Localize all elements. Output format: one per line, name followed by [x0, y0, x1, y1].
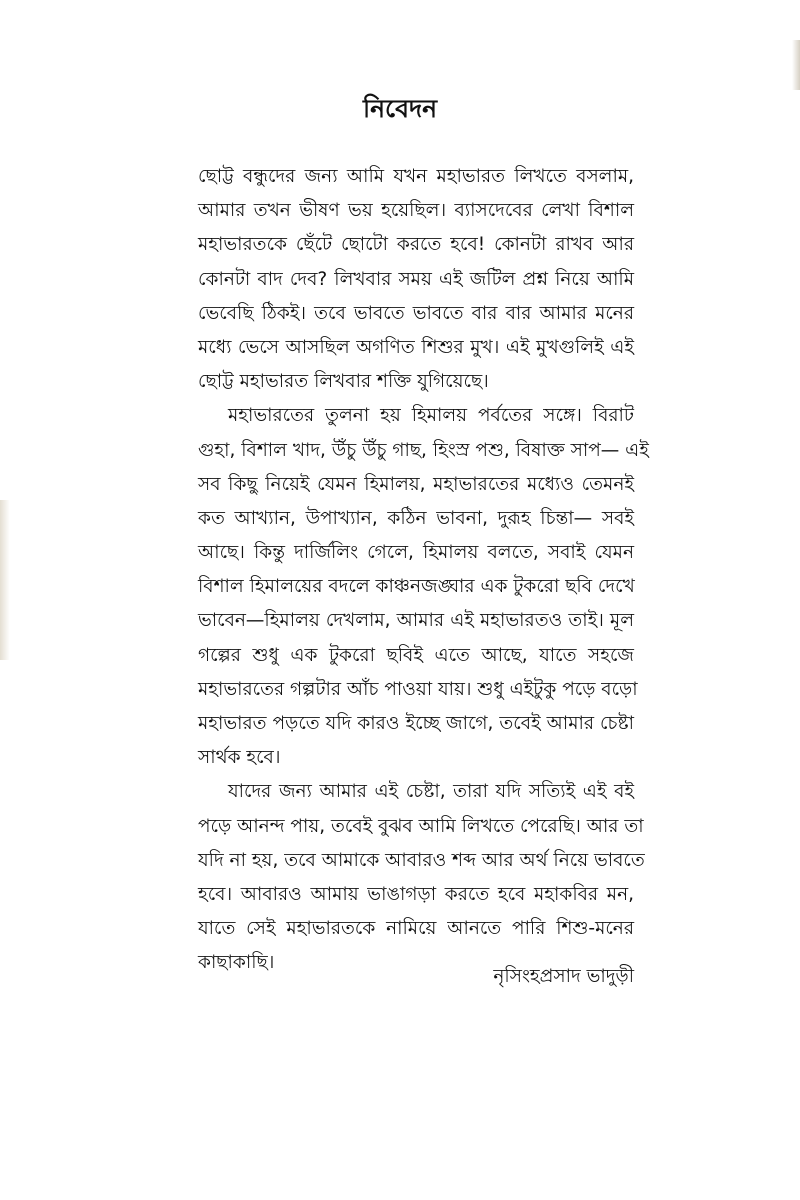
- text-line: আমার তখন ভীষণ ভয় হয়েছিল। ব্যাসদেবের লেখা বিশাল: [198, 200, 634, 222]
- text-line: যাতে সেই মহাভারতকে নামিয়ে আনতে পারি শিশু-মনের: [198, 918, 634, 940]
- author-signature: নৃসিংহপ্রসাদ ভাদুড়ী: [493, 966, 634, 987]
- text-line: পড়ে আনন্দ পায়, তবেই বুঝব আমি লিখতে পেরেছি। আর তা: [198, 815, 644, 837]
- paragraph-3: [198, 775, 645, 980]
- text-line: সব কিছু নিয়েই যেমন হিমালয়, মহাভারতের মধ্যেও তেমনই: [198, 473, 634, 495]
- text-line: বিশাল হিমালয়ের বদলে কাঞ্চনজঙ্ঘার এক টুকরো ছবি দেখে: [198, 576, 635, 598]
- text-line: মহাভারত পড়তে যদি কারও ইচ্ছে জাগে, তবেই আমার চেষ্টা: [198, 713, 634, 734]
- text-line: কত আখ্যান, উপাখ্যান, কঠিন ভাবনা, দুরূহ চিন্তা— সবই: [198, 507, 634, 529]
- text-line: যাদের জন্য আমার এই চেষ্টা, তারা যদি সত্যিই এই বই: [228, 781, 634, 803]
- text-line: ছোট্ট বন্ধুদের জন্য আমি যখন মহাভারত লিখতে বসলাম,: [198, 166, 634, 187]
- page-edge-shadow-left: [0, 500, 10, 660]
- text-line: মধ্যে ভেসে আসছিল অগণিত শিশুর মুখ। এই মুখগুলিই এই: [198, 336, 634, 358]
- paragraph-1: [198, 160, 634, 399]
- text-line: মহাভারতের গল্পটার আঁচ পাওয়া যায়। শুধু এইটুকু পড়ে বড়ো: [198, 678, 638, 700]
- text-line: আছে। কিন্তু দার্জিলিং গেলে, হিমালয় বলতে, সবাই যেমন: [198, 542, 634, 564]
- text-line: কাছাকাছি।: [198, 952, 275, 974]
- text-line: হবে। আবারও আমায় ভাঙাগড়া করতে হবে মহাকবির মন,: [198, 883, 634, 905]
- text-line: গল্পের শুধু এক টুকরো ছবিই এতে আছে, যাতে সহজে: [198, 644, 634, 666]
- text-line: কোনটা বাদ দেব? লিখবার সময় এই জটিল প্রশ্ন নিয়ে আমি: [198, 268, 634, 290]
- page-title: নিবেদন: [362, 94, 438, 123]
- text-line: ভেবেছি ঠিকই। তবে ভাবতে ভাবতে বার বার আমার মনের: [198, 302, 634, 324]
- text-line: মহাভারতকে ছেঁটে ছোটো করতে হবে! কোনটা রাখব আর: [198, 234, 634, 256]
- text-line: মহাভারতের তুলনা হয় হিমালয় পর্বতের সঙ্গে। বিরাট: [228, 405, 634, 427]
- page-edge-shadow-right: [792, 40, 800, 90]
- paragraph-2: [198, 399, 649, 775]
- text-line: যদি না হয়, তবে আমাকে আবারও শব্দ আর অর্থ নিয়ে ভাবতে: [198, 849, 645, 871]
- text-line: সার্থক হবে।: [198, 747, 281, 769]
- text-line: ভাবেন—হিমালয় দেখলাম, আমার এই মহাভারতও তাই। মূল: [198, 610, 634, 632]
- text-line: ছোট্ট মহাভারত লিখবার শক্তি যুগিয়েছে।: [198, 371, 489, 393]
- preface-body: [198, 160, 649, 981]
- text-line: গুহা, বিশাল খাদ, উঁচু উঁচু গাছ, হিংস্র পশু, বিষাক্ত সাপ— এই: [198, 439, 649, 461]
